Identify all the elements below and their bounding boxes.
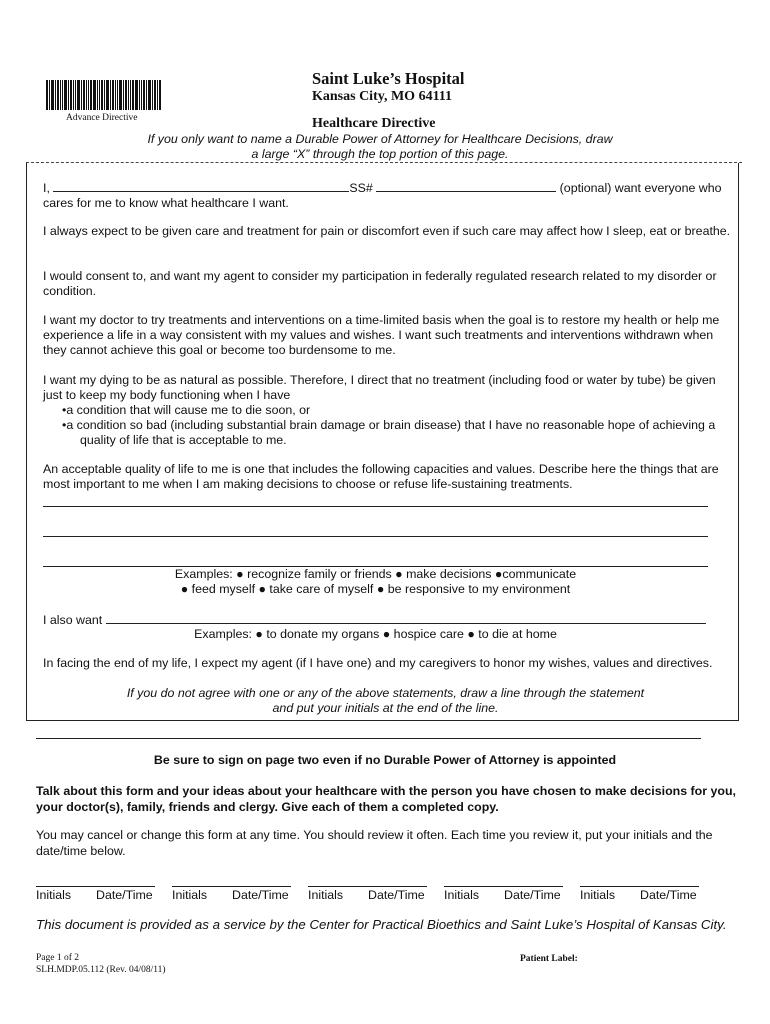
bullet-dot: • [62, 418, 67, 432]
initials-label: Initials [172, 888, 208, 902]
barcode-caption: Advance Directive [66, 113, 138, 123]
intro-statement [43, 180, 738, 211]
x-instruction-line1: If you only want to name a Durable Power of Attorney for Healthcare Decisions, draw [147, 132, 613, 146]
talk-paragraph: Talk about this form and your ideas about your healthcare with the person you have chosen to make decisions for you, your doctor(s), family, friends and clergy. Give each of them a completed copy. [36, 784, 736, 814]
research-paragraph: I would consent to, and want my agent to consider my participation in federally regulated research related to my disorder or condition. [43, 269, 717, 298]
disagree-line2: and put your initials at the end of the line. [272, 701, 499, 715]
name-field[interactable] [53, 180, 349, 192]
initials-datetime-line[interactable] [580, 886, 699, 887]
intro-ss: SS# [349, 181, 373, 195]
initials-label: Initials [36, 888, 72, 902]
disagree-line1: If you do not agree with one or any of the above statements, draw a line through the statement [126, 686, 645, 700]
bullet-text: a condition so bad (including substantial brain damage or brain disease) that I have no reasonable hope of achieving a quality of life that is acceptable to me. [66, 418, 716, 447]
patient-label: Patient Label: [520, 954, 578, 964]
capacity-examples [43, 567, 708, 597]
page-number: Page 1 of 2 [36, 953, 80, 963]
capacity-examples-line2: ● feed myself ● take care of myself ● be responsive to my environment [180, 582, 571, 596]
writing-line[interactable] [43, 506, 708, 507]
also-want-field[interactable] [106, 612, 706, 624]
intro-i: I, [43, 181, 50, 195]
datetime-label: Date/Time [232, 888, 289, 902]
datetime-label: Date/Time [368, 888, 425, 902]
intro-line2: cares for me to know what healthcare I want. [43, 196, 289, 210]
datetime-label: Date/Time [504, 888, 561, 902]
trial-paragraph: I want my doctor to try treatments and interventions on a time-limited basis when the goal is to restore my health or help me experience a life in a way consistent with my values and wishes. I want such treatments and interventions withdrawn when they cannot achieve this goal or become too burdensome to me. [43, 313, 720, 357]
bullet-dot: • [62, 403, 67, 417]
intro-optional: (optional) want everyone who [559, 181, 722, 195]
datetime-label: Date/Time [96, 888, 153, 902]
also-want-row [43, 612, 738, 628]
initials-datetime-line[interactable] [172, 886, 291, 887]
initials-label: Initials [444, 888, 480, 902]
service-note: This document is provided as a service by the Center for Practical Bioethics and Saint Luke’s Hospital of Kansas City. [36, 917, 727, 932]
ssn-field[interactable] [376, 180, 556, 192]
hospital-address: Kansas City, MO 64111 [312, 89, 453, 104]
initials-label: Initials [580, 888, 616, 902]
initials-label: Initials [308, 888, 344, 902]
quality-paragraph: An acceptable quality of life to me is one that includes the following capacities and values. Describe here the things that are most important to me when I am making decisions to choose or refuse life-sustaining treatments. [43, 462, 719, 491]
x-instruction [100, 132, 660, 162]
sign-notice: Be sure to sign on page two even if no Durable Power of Attorney is appointed [153, 753, 617, 767]
cancel-paragraph: You may cancel or change this form at any time. You should review it often. Each time you review it, put your initials and the date/time below. [36, 828, 713, 858]
initials-datetime-line[interactable] [36, 886, 155, 887]
hospital-name: Saint Luke’s Hospital [312, 69, 465, 88]
form-number: SLH.MDP.05.112 (Rev. 04/08/11) [36, 965, 166, 975]
bullet-text: a condition that will cause me to die soon, or [66, 403, 311, 417]
x-instruction-line2: a large “X” through the top portion of this page. [251, 147, 509, 161]
bullet-item [62, 403, 734, 418]
section-divider [36, 738, 701, 739]
barcode [46, 80, 161, 110]
capacity-examples-line1: Examples: ● recognize family or friends ● make decisions ●communicate [174, 567, 577, 581]
disagree-note [43, 686, 728, 716]
facing-paragraph: In facing the end of my life, I expect my agent (if I have one) and my caregivers to honor my wishes, values and directives. [43, 656, 713, 670]
dying-paragraph: I want my dying to be as natural as possible. Therefore, I direct that no treatment (including food or water by tube) be given just to keep my body functioning when I have [43, 373, 716, 402]
document-title: Healthcare Directive [312, 116, 436, 131]
datetime-label: Date/Time [640, 888, 697, 902]
also-want-examples: Examples: ● to donate my organs ● hospice care ● to die at home [194, 627, 557, 641]
initials-datetime-line[interactable] [308, 886, 427, 887]
care-paragraph: I always expect to be given care and treatment for pain or discomfort even if such care may affect how I sleep, eat or breathe. [43, 224, 731, 238]
writing-line[interactable] [43, 536, 708, 537]
initials-datetime-line[interactable] [444, 886, 563, 887]
bullet-item [62, 418, 740, 448]
also-want-label: I also want [43, 613, 103, 627]
